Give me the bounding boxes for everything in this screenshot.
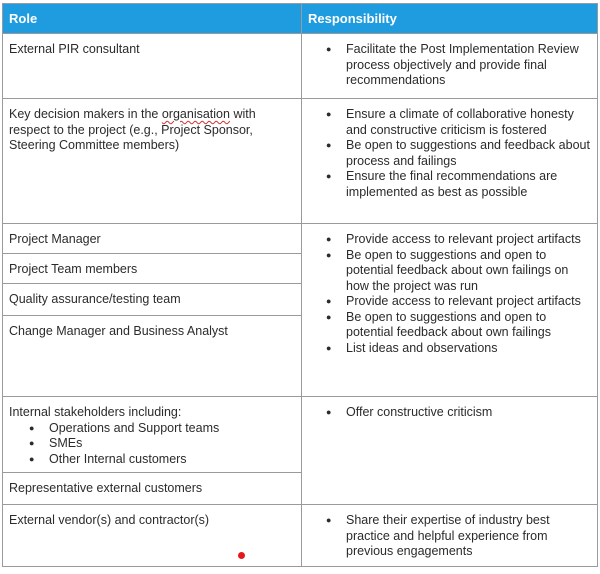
list-item: ● Other Internal customers [49, 452, 295, 468]
responsibility-cell [302, 99, 598, 224]
responsibility-list [308, 513, 591, 560]
table-row [3, 99, 598, 224]
role-cell [3, 99, 302, 224]
role-intro: Internal stakeholders including: [9, 405, 182, 419]
role-cell: Project Manager [3, 224, 302, 254]
role-sub-list [9, 421, 295, 468]
list-item: ● Offer constructive criticism [346, 405, 591, 421]
responsibility-list [308, 42, 591, 89]
table-row [3, 224, 598, 254]
table-row [3, 505, 598, 567]
roles-responsibilities-table [2, 3, 598, 567]
role-cell: Change Manager and Business Analyst [3, 316, 302, 397]
responsibility-list [308, 107, 591, 200]
responsibility-cell [302, 505, 598, 567]
list-item: ● Share their expertise of industry best practice and helpful experience from previous engagements [346, 513, 591, 560]
list-item: ● List ideas and observations [346, 341, 591, 357]
header-responsibility: Responsibility [302, 4, 598, 34]
role-cell: Quality assurance/testing team [3, 284, 302, 316]
role-cell: Project Team members [3, 254, 302, 284]
responsibility-list [308, 405, 591, 421]
list-item: ● Be open to suggestions and open to potential feedback about own failings on how the project was run [346, 248, 591, 295]
responsibility-cell [302, 397, 598, 505]
table-row [3, 397, 598, 473]
list-item: ● Ensure a climate of collaborative honesty and constructive criticism is fostered [346, 107, 591, 138]
cursor-marker-dot [238, 552, 245, 559]
role-cell: Representative external customers [3, 473, 302, 505]
role-cell [3, 397, 302, 473]
list-item: ● Operations and Support teams [49, 421, 295, 437]
responsibility-cell [302, 34, 598, 99]
role-text-before: Key decision makers in the [9, 107, 162, 121]
list-item: ● Facilitate the Post Implementation Review process objectively and provide final recommendations [346, 42, 591, 89]
responsibility-list [308, 232, 591, 356]
table-header-row [3, 4, 598, 34]
list-item: ● Provide access to relevant project artifacts [346, 294, 591, 310]
role-cell: External PIR consultant [3, 34, 302, 99]
list-item: ● Be open to suggestions and open to potential feedback about own failings [346, 310, 591, 341]
role-text-after: with respect to the project (e.g., Project Sponsor, Steering Committee members) [9, 107, 256, 152]
list-item: ● Be open to suggestions and feedback about process and failings [346, 138, 591, 169]
list-item: ● Ensure the final recommendations are implemented as best as possible [346, 169, 591, 200]
role-cell: External vendor(s) and contractor(s) [3, 505, 302, 567]
spellcheck-word[interactable]: organisation [161, 107, 230, 121]
responsibility-cell [302, 224, 598, 397]
header-role: Role [3, 4, 302, 34]
list-item: ● Provide access to relevant project artifacts [346, 232, 591, 248]
table-row [3, 34, 598, 99]
list-item: ● SMEs [49, 436, 295, 452]
